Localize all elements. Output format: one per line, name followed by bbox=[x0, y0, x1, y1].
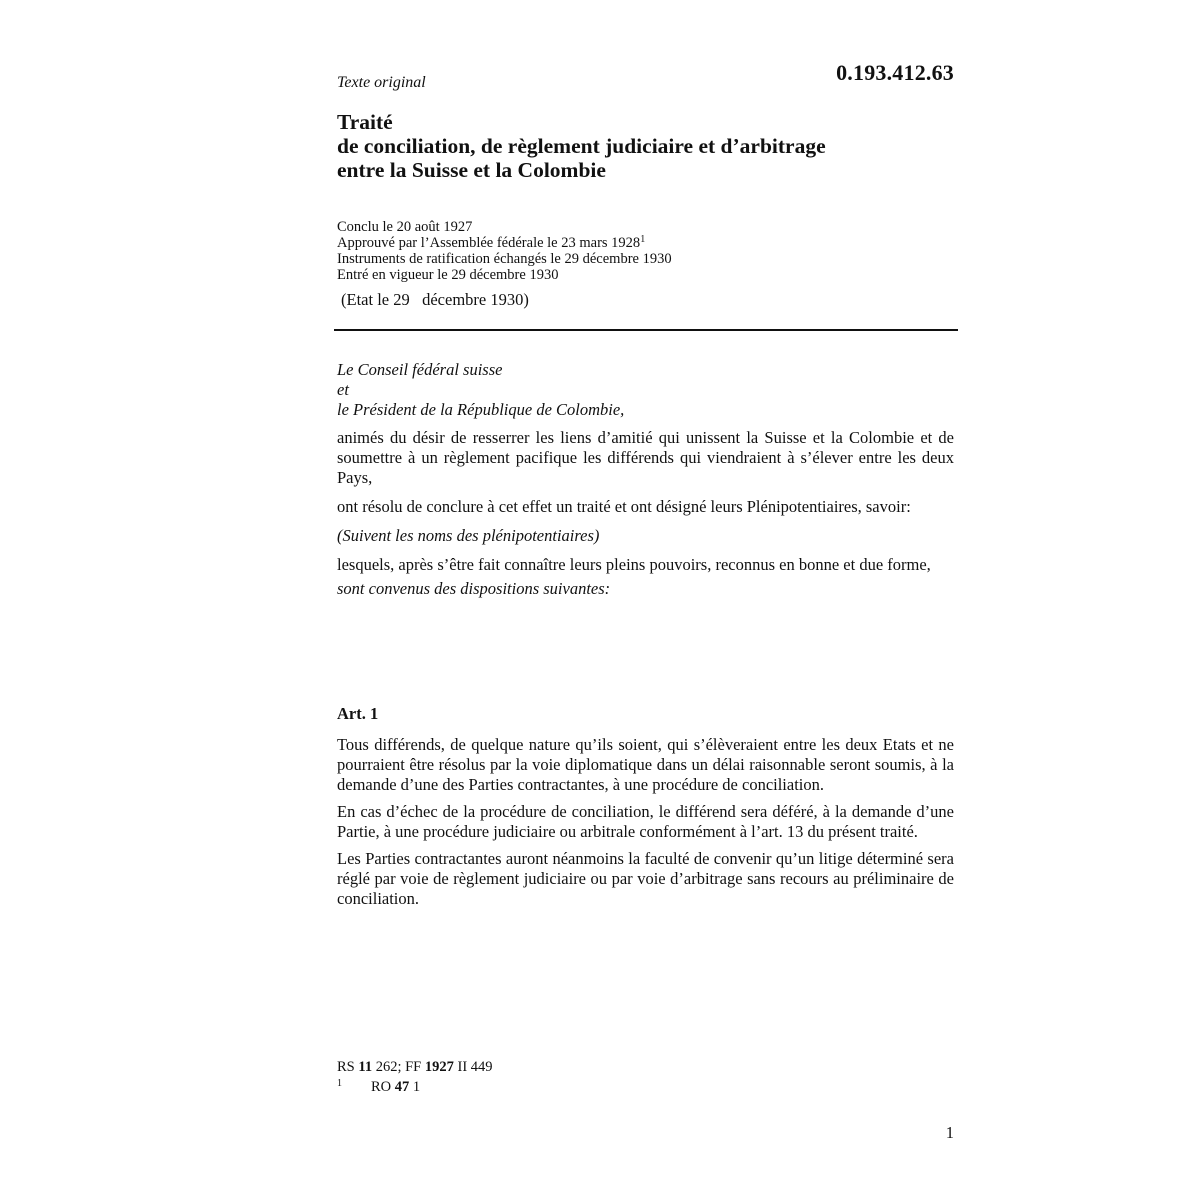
article-1-paragraph-3: Les Parties contractantes auront néanmoins la faculté de convenir qu’un litige déterminé sera réglé par voie de règlement judiciaire ou par voie d’arbitrage sans recours au préliminaire de conciliation. bbox=[337, 849, 954, 908]
preamble bbox=[337, 360, 954, 599]
party-conjunction: et bbox=[337, 380, 349, 399]
footnotes bbox=[337, 1057, 493, 1097]
footnote-rs-prefix: RS bbox=[337, 1059, 359, 1075]
etat-date: (Etat le 29 décembre 1930) bbox=[341, 290, 529, 309]
preamble-paragraph-1: animés du désir de resserrer les liens d’amitié qui unissent la Suisse et la Colombie et de soumettre à un règlement pacifique les différends qui viendraient à s’élever entre les deux Pays, bbox=[337, 428, 954, 487]
preamble-parties bbox=[337, 360, 954, 420]
meta-instruments: Instruments de ratification échangés le 29 décembre 1930 bbox=[337, 251, 672, 267]
title-line-3: entre la Suisse et la Colombie bbox=[337, 158, 606, 182]
texte-original-label: Texte original bbox=[337, 74, 426, 91]
footnote-ref-1[interactable]: 1 bbox=[640, 234, 646, 245]
preamble-paragraph-5: sont convenus des dispositions suivantes: bbox=[337, 579, 611, 598]
meta-approuve bbox=[337, 235, 672, 251]
footnote-rs-mid: 262; FF bbox=[372, 1059, 425, 1075]
footnote-rs bbox=[337, 1057, 493, 1077]
article-1-paragraph-2: En cas d’échec de la procédure de conciliation, le différend sera déféré, à la demande d’une Partie, à une procédure judiciaire ou arbitrale conformément à l’art. 13 du présent traité. bbox=[337, 802, 954, 841]
meta-approuve-text: Approuvé par l’Assemblée fédérale le 23 mars 1928 bbox=[337, 235, 641, 251]
page-number: 1 bbox=[945, 1123, 954, 1142]
treaty-metadata bbox=[337, 219, 672, 283]
preamble-paragraph-3: (Suivent les noms des plénipotentiaires) bbox=[337, 526, 600, 545]
article-1-paragraph-1: Tous différends, de quelque nature qu’ils soient, qui s’élèveraient entre les deux Etats et ne pourraient être résolus par la voie diplomatique dans un délai raisonnable seront soumis, à la demande d’une des Parties contractantes, à une procédure de conciliation. bbox=[337, 735, 954, 794]
meta-entre: Entré en vigueur le 29 décembre 1930 bbox=[337, 267, 559, 283]
footnote-rs-volume: 11 bbox=[358, 1059, 373, 1075]
preamble-paragraph-4: lesquels, après s’être fait connaître leurs pleins pouvoirs, reconnus en bonne et due forme, bbox=[337, 555, 931, 574]
party-1: Le Conseil fédéral suisse bbox=[337, 360, 503, 379]
footnote-1-rest: 1 bbox=[409, 1079, 421, 1095]
document-title bbox=[337, 110, 826, 182]
document-page bbox=[337, 0, 954, 1200]
title-line-1: Traité bbox=[337, 110, 393, 134]
sr-number: 0.193.412.63 bbox=[836, 60, 954, 85]
footnote-1-prefix: RO bbox=[371, 1079, 395, 1095]
party-2: le Président de la République de Colombie, bbox=[337, 400, 625, 419]
footnote-ff-year: 1927 bbox=[424, 1059, 454, 1075]
article-1-title: Art. 1 bbox=[337, 704, 379, 723]
footnote-1: 1 RO 47 1 bbox=[337, 1078, 421, 1095]
article-1 bbox=[337, 704, 954, 916]
preamble-paragraph-2: ont résolu de conclure à cet effet un traité et ont désigné leurs Plénipotentiaires, savoir: bbox=[337, 497, 911, 516]
footnote-ff-rest: II 449 bbox=[453, 1059, 493, 1075]
meta-conclu: Conclu le 20 août 1927 bbox=[337, 219, 473, 235]
footnote-1-volume: 47 bbox=[394, 1079, 410, 1095]
header-divider bbox=[334, 329, 958, 331]
title-line-2: de conciliation, de règlement judiciaire et d’arbitrage bbox=[337, 134, 826, 158]
